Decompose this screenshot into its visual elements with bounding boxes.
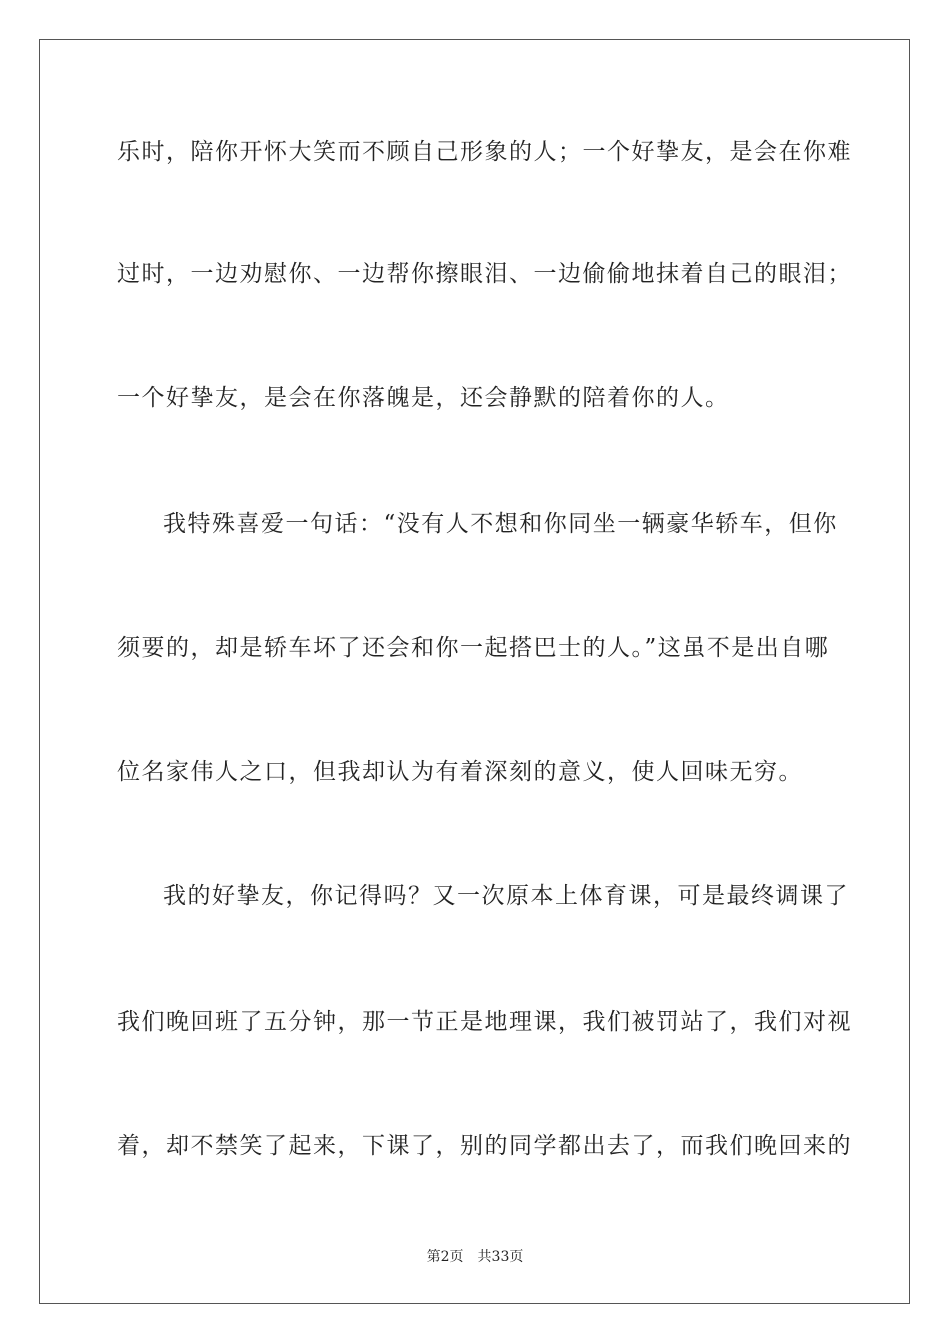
paragraph-line: 我的好挚友，你记得吗？又一次原本上体育课，可是最终调课了 bbox=[163, 883, 849, 909]
paragraph-line: 须要的，却是轿车坏了还会和你一起搭巴士的人。”这虽不是出自哪 bbox=[117, 635, 830, 661]
paragraph-line: 我特殊喜爱一句话：“没有人不想和你同坐一辆豪华轿车，但你 bbox=[163, 511, 838, 537]
paragraph-line: 过时，一边劝慰你、一边帮你擦眼泪、一边偷偷地抹着自己的眼泪； bbox=[117, 261, 852, 287]
total-pages: 共33页 bbox=[477, 1249, 524, 1265]
paragraph-line: 乐时，陪你开怀大笑而不顾自己形象的人；一个好挚友，是会在你难 bbox=[117, 139, 852, 165]
page-number: 第2页 bbox=[426, 1249, 464, 1265]
page-footer bbox=[0, 1247, 950, 1267]
paragraph-line: 位名家伟人之口，但我却认为有着深刻的意义，使人回味无穷。 bbox=[117, 759, 803, 785]
paragraph-line: 一个好挚友，是会在你落魄是，还会静默的陪着你的人。 bbox=[117, 385, 730, 411]
paragraph-line: 我们晚回班了五分钟，那一节正是地理课，我们被罚站了，我们对视 bbox=[117, 1009, 852, 1035]
paragraph-line: 着，却不禁笑了起来，下课了，别的同学都出去了，而我们晚回来的 bbox=[117, 1133, 852, 1159]
page-border bbox=[39, 39, 910, 1304]
